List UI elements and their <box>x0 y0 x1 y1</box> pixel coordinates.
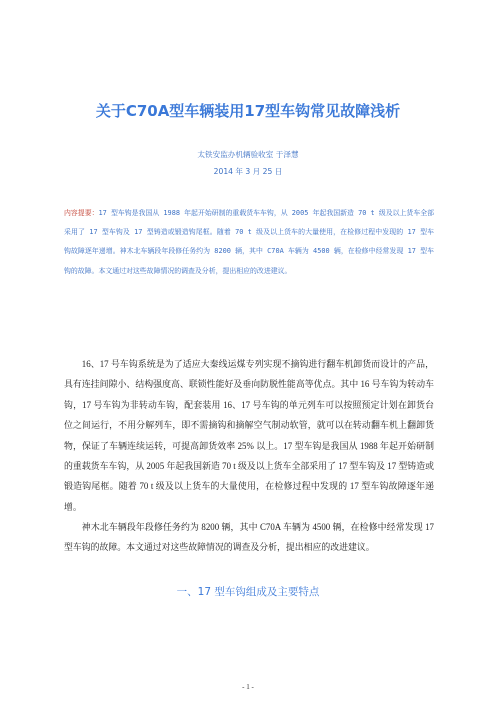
page-number: - 1 - <box>242 683 254 691</box>
body-paragraph-1: 16、17 号车钩系统是为了适应大秦线运煤专列实现不摘钩进行翻车机卸货而设计的产品，具有连挂间隙小、结构强度高、联锁性能好及垂向防脱性能高等优点。其中 16 号车钩为转动车钩，17 号车钩为非转动车钩，配套装用 16、17 号车钩的单元列车可以按照预定计划在卸货台位之间运行，不用分解列车，即不需摘钩和摘解空气制动软管，就可以在转动翻车机上翻卸货物，保证了车辆连续运转，可提高卸货效率 25% 以上。17 型车钩是我国从 1988 年起开始研制的重载货车车钩，从 2005 年起我国新造 70 t 级及以上货车全部采用了 17 型车钩及 17 型铸造或锻造钩尾框。随着 70 t 级及以上货车的大量使用，在检修过程中发现的 17 型车钩故障逐年递增。 <box>64 359 434 512</box>
abstract <box>64 204 434 281</box>
abstract-text: 17 型车钩是我国从 1988 年起开始研制的重载货车车钩，从 2005 年起我国新造 70 t 级及以上货车全部采用了 17 型车钩及 17 型铸造或锻造钩尾框。随着 70 t 级及以上货车的大量使用，在检修过程中发现的 17 型车钩故障逐年递增。神木北车辆段年段修任务约为 8200 辆，其中 C70A 车辆为 4500 辆，在检修中经常发现 17 型车钩的故障。本文通过对这些故障情况的调查及分析，提出相应的改进建议。 <box>64 209 434 275</box>
document-title: 关于C70A型车辆装用17型车钩常见故障浅析 <box>95 102 401 120</box>
section-heading: 一、17 型车钩组成及主要特点 <box>176 586 320 598</box>
body-paragraph-2: 神木北车辆段年段修任务约为 8200 辆，其中 C70A 车辆为 4500 辆，在检修中经常发现 17 型车钩的故障。本文通过对这些故障情况的调查及分析，提出相应的改进建议。 <box>64 522 434 553</box>
document-date: 2014 年 3 月 25 日 <box>213 167 283 176</box>
abstract-lead: 内容提要： <box>64 209 99 217</box>
author-byline: 太铁安监办机辆验收室 于泽慧 <box>197 150 299 159</box>
